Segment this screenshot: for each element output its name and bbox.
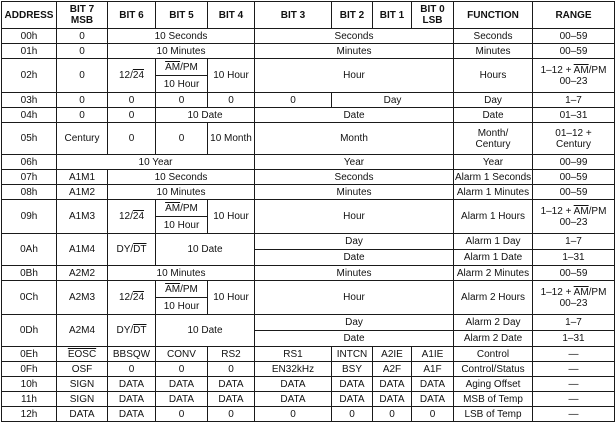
range-12h-prefix: 1–12 + <box>540 205 574 217</box>
units-field-cell: Hour <box>255 281 454 315</box>
address-cell: 0Eh <box>2 347 57 362</box>
bit4-cell: 0 <box>208 362 255 377</box>
bit5-cell: CONV <box>156 347 208 362</box>
tens-field-cell: 10 Minutes <box>108 266 255 281</box>
units-field-cell: Seconds <box>255 29 454 44</box>
bit7-cell: DATA <box>57 407 108 422</box>
bit1-cell: DATA <box>373 377 412 392</box>
range-cell <box>533 123 615 155</box>
bit1-cell: A2IE <box>373 347 412 362</box>
bit7-cell: A2M3 <box>57 281 108 315</box>
range-pm: /PM <box>588 64 607 76</box>
bit2-cell: INTCN <box>332 347 373 362</box>
range-am: $\overline{AM}$ <box>573 205 589 217</box>
bit4-cell: 0 <box>208 93 255 108</box>
range-24h: 00–23 <box>559 297 588 309</box>
table-row <box>2 170 615 185</box>
bit6-cell: DATA <box>108 392 156 407</box>
function-cell: Day <box>454 93 533 108</box>
function-cell: Alarm 1 Date <box>454 250 533 266</box>
register-map-table <box>1 1 615 422</box>
bit5-cell: 0 <box>156 123 208 155</box>
address-cell: 04h <box>2 108 57 123</box>
bit4-cell: 10 Hour <box>208 59 255 93</box>
bit7-cell: A1M3 <box>57 200 108 234</box>
range-cell: — <box>533 362 615 377</box>
table-row <box>2 347 615 362</box>
range-cell: — <box>533 407 615 422</box>
hour-mode-12: 12/ <box>118 211 133 222</box>
bit7-cell: A1M2 <box>57 185 108 200</box>
table-row <box>2 108 615 123</box>
function-cell: Alarm 2 Minutes <box>454 266 533 281</box>
header-bit3: BIT 3 <box>255 2 332 29</box>
bit4-cell: 10 Hour <box>208 281 255 315</box>
table-row <box>2 200 615 217</box>
bit7-cell: A2M2 <box>57 266 108 281</box>
hour-mode-24: 24 <box>132 211 145 222</box>
hour-mode-12: 12/ <box>118 292 133 303</box>
range-12h <box>534 287 613 298</box>
function-cell: Alarm 2 Day <box>454 315 533 331</box>
function-cell: Alarm 2 Date <box>454 331 533 347</box>
hour-mode-12: 12/ <box>118 70 133 81</box>
bit1-cell: DATA <box>373 392 412 407</box>
bit0-cell: DATA <box>412 377 454 392</box>
bit7-cell: OSF <box>57 362 108 377</box>
tens-field-cell: 10 Minutes <box>108 44 255 59</box>
bit7-cell: A1M1 <box>57 170 108 185</box>
range-cell: 1–31 <box>533 250 615 266</box>
bit4-cell: DATA <box>208 377 255 392</box>
header-range: RANGE <box>533 2 615 29</box>
bit2-cell: BSY <box>332 362 373 377</box>
address-cell: 10h <box>2 377 57 392</box>
function-cell: Alarm 1 Seconds <box>455 171 532 183</box>
range-cell: 00–59 <box>533 29 615 44</box>
units-field-cell: Month <box>255 123 454 155</box>
bit4-cell: RS2 <box>208 347 255 362</box>
bit6-cell <box>108 281 156 315</box>
function-cell: Control <box>454 347 533 362</box>
range-cell: 1–7 <box>533 315 615 331</box>
range-12h-prefix: 1–12 + <box>540 64 574 76</box>
range-24h: 00–23 <box>559 75 588 87</box>
range-am: $\overline{AM}$ <box>573 286 589 298</box>
bit6-cell: 0 <box>108 108 156 123</box>
header-bit4: BIT 4 <box>208 2 255 29</box>
address-cell: 0Dh <box>2 315 57 347</box>
units-field-cell: Minutes <box>255 266 454 281</box>
bit3-cell: EN32kHz <box>255 362 332 377</box>
bit0-cell: 0 <box>412 407 454 422</box>
date-mode-label: $\overline{DT}$ <box>133 244 147 255</box>
bit5-cell: 0 <box>156 362 208 377</box>
header-bit0 <box>412 2 454 29</box>
address-cell: 03h <box>2 93 57 108</box>
range-12h-prefix: 1–12 + <box>540 286 574 298</box>
bit1-cell: 0 <box>373 407 412 422</box>
header-bit7-label: BIT 7 <box>69 4 95 15</box>
header-bit1: BIT 1 <box>373 2 412 29</box>
bit6-cell: 0 <box>108 362 156 377</box>
am-label: $\overline{AM}$ <box>165 61 181 73</box>
units-field-day-cell: Day <box>255 315 454 331</box>
hour-mode-24: 24 <box>132 292 145 303</box>
day-mode-label: DY/ <box>116 244 134 255</box>
function-cell: Alarm 2 Hours <box>454 281 533 315</box>
bit4-cell: 0 <box>208 407 255 422</box>
tens-field-cell: 10 Date <box>156 315 255 347</box>
table-row <box>2 234 615 250</box>
bit4-cell: DATA <box>208 392 255 407</box>
bit6-cell <box>108 315 156 347</box>
function-cell: Date <box>454 108 533 123</box>
bit7-cell: 0 <box>57 93 108 108</box>
units-field-date-cell: Date <box>255 331 454 347</box>
bit7-cell: Century <box>57 123 108 155</box>
address-cell: 09h <box>2 200 57 234</box>
table-row <box>2 392 615 407</box>
bit7-cell: EOSC <box>57 347 108 362</box>
address-cell: 06h <box>2 155 57 170</box>
bit7-cell: 0 <box>57 44 108 59</box>
bit7-cell: 0 <box>57 108 108 123</box>
units-field-cell: Minutes <box>255 44 454 59</box>
day-mode-label: DY/ <box>116 325 134 336</box>
range-month: 01–12 + <box>555 127 592 139</box>
table-row <box>2 59 615 76</box>
bit6-cell <box>108 234 156 266</box>
range-pm: /PM <box>588 205 607 217</box>
bit5-cell: 0 <box>156 93 208 108</box>
range-cell: 00–59 <box>533 44 615 59</box>
table-row <box>2 266 615 281</box>
address-cell: 01h <box>2 44 57 59</box>
range-cell: 1–31 <box>533 331 615 347</box>
bit6-cell: DATA <box>108 377 156 392</box>
bit0-cell: A1IE <box>412 347 454 362</box>
range-pm: /PM <box>588 286 607 298</box>
bit0-cell: A1F <box>412 362 454 377</box>
table-row <box>2 377 615 392</box>
date-mode-label: $\overline{DT}$ <box>133 325 147 336</box>
table-row <box>2 155 615 170</box>
function-cell: Alarm 1 Minutes <box>454 185 533 200</box>
units-field-cell: Seconds <box>255 170 454 185</box>
function-cell: Alarm 1 Day <box>454 234 533 250</box>
bit6-cell: DATA <box>108 407 156 422</box>
bit5-top-cell <box>156 200 208 217</box>
function-cell: MSB of Temp <box>454 392 533 407</box>
bit3-cell: DATA <box>255 377 332 392</box>
range-cell <box>533 281 615 315</box>
address-cell: 0Ah <box>2 234 57 266</box>
table-row <box>2 362 615 377</box>
am-label: $\overline{AM}$ <box>165 283 181 295</box>
bit5-bottom-cell: 10 Hour <box>156 217 208 234</box>
function-cell: Alarm 1 Hours <box>454 200 533 234</box>
bit4-cell: 10 Hour <box>208 200 255 234</box>
range-century: Century <box>555 138 591 150</box>
range-cell: 1–7 <box>533 93 615 108</box>
bit7-cell: SIGN <box>57 377 108 392</box>
units-field-day-cell: Day <box>255 234 454 250</box>
function-century: Century <box>475 138 511 150</box>
range-cell <box>533 59 615 93</box>
table-row <box>2 407 615 422</box>
function-cell: Aging Offset <box>454 377 533 392</box>
bit5-top-cell <box>156 59 208 76</box>
bit5-bottom-cell: 10 Hour <box>156 76 208 93</box>
range-12h <box>534 206 613 217</box>
table-row <box>2 185 615 200</box>
units-field-cell: Date <box>255 108 454 123</box>
tens-field-cell: 10 Date <box>156 108 255 123</box>
bit5-bottom-cell: 10 Hour <box>156 298 208 315</box>
units-field-cell: Hour <box>255 59 454 93</box>
bit1-cell: A2F <box>373 362 412 377</box>
function-cell: Minutes <box>454 44 533 59</box>
bit5-cell: DATA <box>156 377 208 392</box>
bit6-cell <box>108 59 156 93</box>
pm-label: /PM <box>180 61 198 73</box>
range-cell: 00–99 <box>533 155 615 170</box>
header-row <box>2 2 615 29</box>
function-cell: Control/Status <box>454 362 533 377</box>
range-cell: 1–7 <box>533 234 615 250</box>
bit3-cell: 0 <box>255 93 332 108</box>
header-bit0-label: BIT 0 <box>420 4 445 15</box>
function-cell: Seconds <box>454 29 533 44</box>
hour-mode-24: 24 <box>132 70 145 81</box>
function-cell <box>454 123 533 155</box>
bit0-cell: DATA <box>412 392 454 407</box>
bit2-cell: DATA <box>332 377 373 392</box>
bit7-cell: A1M4 <box>57 234 108 266</box>
bit7-cell: 0 <box>57 59 108 93</box>
table-row <box>2 281 615 298</box>
range-cell: 00–59 <box>533 185 615 200</box>
range-cell: — <box>533 392 615 407</box>
bit6-cell <box>108 200 156 234</box>
bit2-cell: 0 <box>332 407 373 422</box>
units-field-cell: Year <box>255 155 454 170</box>
bit7-cell: 0 <box>57 29 108 44</box>
address-cell: 12h <box>2 407 57 422</box>
pm-label: /PM <box>180 283 198 295</box>
bit5-cell: 0 <box>156 407 208 422</box>
address-cell: 0Fh <box>2 362 57 377</box>
range-cell: 00–59 <box>533 266 615 281</box>
range-24h: 00–23 <box>559 216 588 228</box>
tens-field-cell: 10 Minutes <box>108 185 255 200</box>
units-field-cell: Hour <box>255 200 454 234</box>
units-field-cell: Minutes <box>255 185 454 200</box>
function-cell: LSB of Temp <box>454 407 533 422</box>
bit6-cell: BBSQW <box>108 347 156 362</box>
table-row <box>2 123 615 155</box>
address-cell: 0Bh <box>2 266 57 281</box>
address-cell: 02h <box>2 59 57 93</box>
header-bit7 <box>57 2 108 29</box>
bit2-cell: DATA <box>332 392 373 407</box>
header-bit2: BIT 2 <box>332 2 373 29</box>
range-cell: 00–59 <box>533 170 615 185</box>
range-am: $\overline{AM}$ <box>573 64 589 76</box>
bit7-cell: SIGN <box>57 392 108 407</box>
function-month: Month/ <box>477 127 509 139</box>
address-cell: 07h <box>2 170 57 185</box>
bit6-cell: 0 <box>108 93 156 108</box>
tens-field-cell: 10 Date <box>156 234 255 266</box>
units-field-cell: Day <box>332 93 454 108</box>
bit5-top-cell <box>156 281 208 298</box>
header-address: ADDRESS <box>2 2 57 29</box>
address-cell: 05h <box>2 123 57 155</box>
tens-field-cell: 10 Seconds <box>108 29 255 44</box>
am-label: $\overline{AM}$ <box>165 202 181 214</box>
tens-field-cell: 10 Year <box>57 155 255 170</box>
table-row <box>2 93 615 108</box>
function-cell: Year <box>454 155 533 170</box>
address-cell: 00h <box>2 29 57 44</box>
bit3-cell: DATA <box>255 392 332 407</box>
table-row <box>2 29 615 44</box>
range-cell: 01–31 <box>533 108 615 123</box>
table-row <box>2 44 615 59</box>
function-cell: Hours <box>454 59 533 93</box>
header-bit0-lsb: LSB <box>422 15 443 26</box>
pm-label: /PM <box>180 202 198 214</box>
units-field-date-cell: Date <box>255 250 454 266</box>
header-function: FUNCTION <box>454 2 533 29</box>
range-cell: — <box>533 377 615 392</box>
bit5-cell: DATA <box>156 392 208 407</box>
bit6-cell: 0 <box>108 123 156 155</box>
header-bit5: BIT 5 <box>156 2 208 29</box>
bit7-cell: A2M4 <box>57 315 108 347</box>
header-bit7-msb: MSB <box>70 15 94 26</box>
address-cell: 08h <box>2 185 57 200</box>
bit3-cell: RS1 <box>255 347 332 362</box>
range-cell: — <box>533 347 615 362</box>
table-row <box>2 315 615 331</box>
header-bit6: BIT 6 <box>108 2 156 29</box>
tens-field-cell: 10 Seconds <box>108 170 255 185</box>
address-cell: 11h <box>2 392 57 407</box>
range-cell <box>533 200 615 234</box>
address-cell: 0Ch <box>2 281 57 315</box>
bit4-cell: 10 Month <box>208 123 255 155</box>
range-12h <box>534 65 613 76</box>
bit3-cell: 0 <box>255 407 332 422</box>
